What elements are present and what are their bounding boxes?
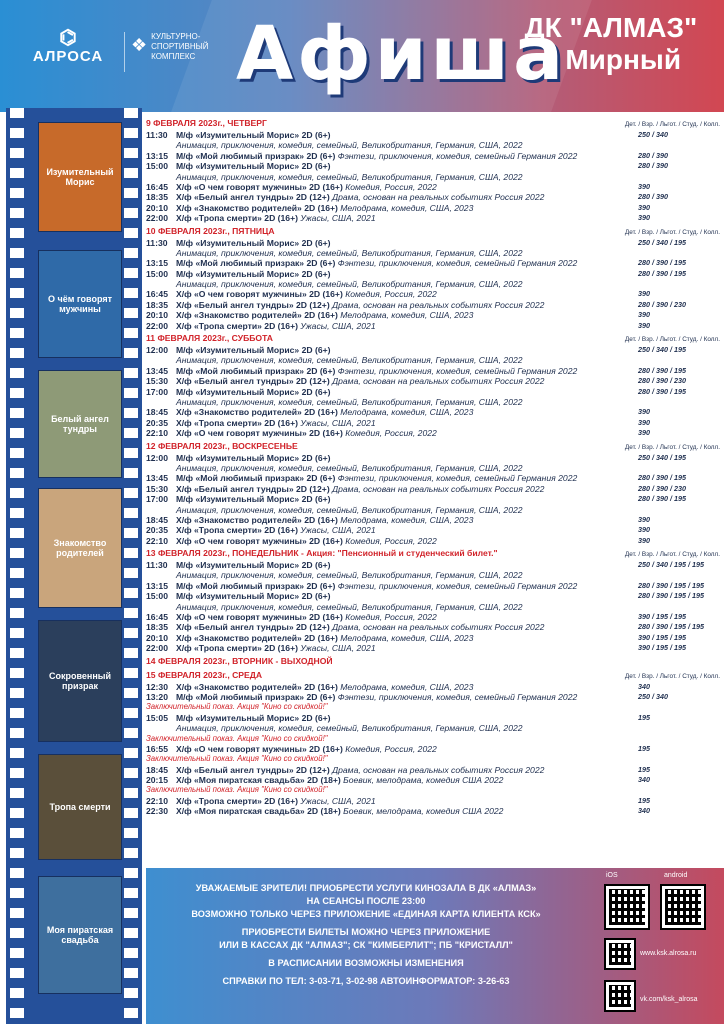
screening-time: 18:45 bbox=[146, 407, 168, 418]
screening-title: М/ф «Изумительный Морис» 2D (6+) bbox=[176, 237, 331, 248]
day-header bbox=[146, 226, 720, 238]
notice-line1: УВАЖАЕМЫЕ ЗРИТЕЛИ! ПРИОБРЕСТИ УСЛУГИ КИНОЗАЛА В ДК «АЛМАЗ» bbox=[195, 883, 537, 893]
screening-price: 280 / 390 bbox=[638, 161, 668, 171]
screening-row bbox=[146, 612, 720, 622]
screening-price: 390 bbox=[638, 525, 650, 535]
genre-line: Анимация, приключения, комедия, семейный, Великобритания, Германия, США, 2022 bbox=[176, 570, 523, 581]
ios-label: iOS bbox=[606, 872, 618, 879]
screening-title: Х/ф «Белый ангел тундры» 2D (12+) Драма, основан на реальных событиях Россия 2022 bbox=[176, 622, 545, 633]
screening-title: Х/ф «Моя пиратская свадьба» 2D (18+) Боевик, мелодрама, комедия США 2022 bbox=[176, 775, 504, 786]
screening-price: 390 bbox=[638, 514, 650, 524]
screening-time: 17:00 bbox=[146, 494, 168, 505]
screening-row bbox=[146, 192, 720, 202]
screening-title: Х/ф «Знакомство родителей» 2D (16+) Мелодрама, комедия, США, 2023 bbox=[176, 632, 474, 643]
screening-title: Х/ф «Знакомство родителей» 2D (16+) Мелодрама, комедия, США, 2023 bbox=[176, 514, 474, 525]
screening-price: 390 bbox=[638, 407, 650, 417]
screening-time: 13:15 bbox=[146, 150, 168, 161]
screening-row bbox=[146, 366, 720, 376]
screening-price: 280 / 390 / 195 bbox=[638, 258, 686, 268]
promo-note: Заключительный показ. Акция "Кино со скидкой!" bbox=[146, 754, 328, 764]
screening-time: 12:30 bbox=[146, 681, 168, 692]
screening-row bbox=[146, 151, 720, 161]
screening-row bbox=[146, 300, 720, 310]
film-strip bbox=[6, 108, 142, 1024]
info-text bbox=[146, 882, 586, 993]
screening-title: М/ф «Изумительный Морис» 2D (6+) bbox=[176, 560, 331, 571]
day-section bbox=[146, 656, 720, 668]
screening-row bbox=[146, 130, 720, 140]
screening-row bbox=[146, 682, 720, 692]
screening-time: 20:10 bbox=[146, 202, 168, 213]
screening-title: Х/ф «Тропа смерти» 2D (16+) Ужасы, США, 2021 bbox=[176, 525, 376, 536]
tickets-line2: ИЛИ В КАССАХ ДК "АЛМАЗ"; СК "КИМБЕРЛИТ"; ПБ "КРИСТАЛЛ" bbox=[219, 940, 513, 950]
schedule bbox=[146, 118, 720, 874]
screening-title: Х/ф «О чем говорят мужчины» 2D (16+) Комедия, Россия, 2022 bbox=[176, 181, 437, 192]
screening-time: 18:35 bbox=[146, 299, 168, 310]
screening-row bbox=[146, 428, 720, 438]
screening-title: Х/ф «Тропа смерти» 2D (16+) Ужасы, США, 2021 bbox=[176, 320, 376, 331]
changes-note: В РАСПИСАНИИ ВОЗМОЖНЫ ИЗМЕНЕНИЯ bbox=[268, 958, 464, 968]
genre-line: Анимация, приключения, комедия, семейный, Великобритания, Германия, США, 2022 bbox=[176, 462, 523, 473]
screening-time: 15:00 bbox=[146, 591, 168, 602]
day-title: 11 ФЕВРАЛЯ 2023г., СУББОТА bbox=[146, 333, 274, 344]
screening-title: Х/ф «О чем говорят мужчины» 2D (16+) Комедия, Россия, 2022 bbox=[176, 743, 437, 754]
screening-title: М/ф «Мой любимый призрак» 2D (6+) Фэнтези, приключения, комедия, семейный Германия 2022 bbox=[176, 258, 578, 269]
screening-row bbox=[146, 536, 720, 546]
day-section bbox=[146, 441, 720, 547]
screening-price: 280 / 390 / 195 bbox=[638, 494, 686, 504]
notice-line2: НА СЕАНСЫ ПОСЛЕ 23:00 bbox=[306, 896, 426, 906]
genre-line: Анимация, приключения, комедия, семейный, Великобритания, Германия, США, 2022 bbox=[176, 355, 523, 366]
screening-row bbox=[146, 713, 720, 723]
screening-row bbox=[146, 345, 720, 355]
price-columns-header: Дет. / Взр. / Льгот. / Студ. / Колл. bbox=[624, 672, 720, 680]
screening-row bbox=[146, 203, 720, 213]
screening-price: 280 / 390 / 230 bbox=[638, 376, 686, 386]
screening-row bbox=[146, 453, 720, 463]
screening-title: Х/ф «О чем говорят мужчины» 2D (16+) Комедия, Россия, 2022 bbox=[176, 612, 437, 623]
price-columns-header: Дет. / Взр. / Льгот. / Студ. / Колл. bbox=[624, 551, 720, 559]
screening-price: 195 bbox=[638, 712, 650, 722]
price-columns-header: Дет. / Взр. / Льгот. / Студ. / Колл. bbox=[624, 121, 720, 128]
site-link[interactable]: www.ksk.alrosa.ru bbox=[640, 950, 697, 957]
screening-row bbox=[146, 418, 720, 428]
screening-row bbox=[146, 806, 720, 816]
android-label: android bbox=[664, 872, 688, 879]
screening-time: 20:35 bbox=[146, 417, 168, 428]
screening-title: М/ф «Мой любимый призрак» 2D (6+) Фэнтези, приключения, комедия, семейный Германия 2022 bbox=[176, 580, 578, 591]
screening-row bbox=[146, 591, 720, 601]
screening-title: Х/ф «Белый ангел тундры» 2D (12+) Драма, основан на реальных событиях Россия 2022 bbox=[176, 764, 545, 775]
screening-time: 13:15 bbox=[146, 258, 168, 269]
screening-row bbox=[146, 269, 720, 279]
day-header bbox=[146, 118, 720, 130]
screening-time: 15:00 bbox=[146, 268, 168, 279]
screening-price: 280 / 390 / 195 bbox=[638, 473, 686, 483]
screening-row bbox=[146, 289, 720, 299]
screening-price: 250 / 340 / 195 bbox=[638, 452, 686, 462]
screening-price: 280 / 390 / 195 bbox=[638, 386, 686, 396]
screening-title: М/ф «Мой любимый призрак» 2D (6+) Фэнтези, приключения, комедия, семейный Германия 2022 bbox=[176, 150, 578, 161]
screening-price: 280 / 390 / 195 / 195 bbox=[638, 622, 704, 632]
screening-time: 15:30 bbox=[146, 483, 168, 494]
screening-row bbox=[146, 525, 720, 535]
day-title: 13 ФЕВРАЛЯ 2023г., ПОНЕДЕЛЬНИК - Акция: "Пенсионный и студенческий билет." bbox=[146, 548, 498, 559]
page-title: Афиша bbox=[236, 11, 568, 97]
venue-city: г. Мирный bbox=[540, 44, 682, 75]
day-header bbox=[146, 441, 720, 453]
day-section bbox=[146, 670, 720, 817]
screening-row bbox=[146, 258, 720, 268]
screening-row bbox=[146, 796, 720, 806]
screening-price: 390 bbox=[638, 202, 650, 212]
screening-title: Х/ф «Тропа смерти» 2D (16+) Ужасы, США, 2021 bbox=[176, 213, 376, 224]
screening-title: Х/ф «Тропа смерти» 2D (16+) Ужасы, США, 2021 bbox=[176, 795, 376, 806]
screening-time: 22:30 bbox=[146, 806, 168, 817]
screening-title: М/ф «Изумительный Морис» 2D (6+) bbox=[176, 386, 331, 397]
screening-title: М/ф «Изумительный Морис» 2D (6+) bbox=[176, 161, 331, 172]
genre-line: Анимация, приключения, комедия, семейный, Великобритания, Германия, США, 2022 bbox=[176, 504, 523, 515]
screening-title: Х/ф «О чем говорят мужчины» 2D (16+) Комедия, Россия, 2022 bbox=[176, 428, 437, 439]
screening-title: Х/ф «Белый ангел тундры» 2D (12+) Драма, основан на реальных событиях Россия 2022 bbox=[176, 299, 545, 310]
screening-title: М/ф «Мой любимый призрак» 2D (6+) Фэнтези, приключения, комедия, семейный Германия 2022 bbox=[176, 691, 578, 702]
screening-row bbox=[146, 407, 720, 417]
screening-row bbox=[146, 238, 720, 248]
screening-time: 22:00 bbox=[146, 213, 168, 224]
screening-price: 390 bbox=[638, 535, 650, 545]
screening-price: 195 bbox=[638, 764, 650, 774]
film-poster: Знакомство родителей bbox=[38, 488, 122, 608]
ksk-line2: СПОРТИВНЫЙ bbox=[151, 42, 209, 51]
screening-time: 18:45 bbox=[146, 514, 168, 525]
screening-time: 16:45 bbox=[146, 181, 168, 192]
film-poster: Сокровенный призрак bbox=[38, 620, 122, 742]
screening-time: 18:35 bbox=[146, 192, 168, 203]
screening-price: 390 bbox=[638, 310, 650, 320]
screening-price: 195 bbox=[638, 743, 650, 753]
screening-time: 16:45 bbox=[146, 612, 168, 623]
screening-price: 280 / 390 / 195 / 195 bbox=[638, 580, 704, 590]
screening-time: 20:10 bbox=[146, 310, 168, 321]
screening-row bbox=[146, 560, 720, 570]
screening-price: 390 bbox=[638, 428, 650, 438]
screening-time: 12:00 bbox=[146, 345, 168, 356]
screening-title: Х/ф «Знакомство родителей» 2D (16+) Мелодрама, комедия, США, 2023 bbox=[176, 202, 474, 213]
day-header bbox=[146, 670, 720, 682]
venue-name: ДК "АЛМАЗ" bbox=[524, 12, 698, 43]
screening-price: 280 / 390 / 230 bbox=[638, 299, 686, 309]
screening-price: 280 / 390 bbox=[638, 150, 668, 160]
day-section bbox=[146, 548, 720, 654]
android-qr-code[interactable] bbox=[662, 886, 704, 928]
tickets-block bbox=[146, 926, 586, 952]
screening-time: 15:05 bbox=[146, 712, 168, 723]
genre-line: Анимация, приключения, комедия, семейный, Великобритания, Германия, США, 2022 bbox=[176, 171, 523, 182]
vk-link[interactable]: vk.com/ksk_alrosa bbox=[640, 996, 698, 1003]
screening-title: Х/ф «О чем говорят мужчины» 2D (16+) Комедия, Россия, 2022 bbox=[176, 289, 437, 300]
screening-time: 22:10 bbox=[146, 535, 168, 546]
screening-row bbox=[146, 161, 720, 171]
screening-row bbox=[146, 310, 720, 320]
day-section bbox=[146, 118, 720, 224]
ksk-line3: КОМПЛЕКС bbox=[151, 52, 196, 61]
alrosa-logo bbox=[22, 28, 114, 72]
promo-note: Заключительный показ. Акция "Кино со скидкой!" bbox=[146, 702, 328, 712]
screening-price: 250 / 340 / 195 bbox=[638, 345, 686, 355]
screening-time: 20:10 bbox=[146, 632, 168, 643]
film-poster: Моя пиратская свадьба bbox=[38, 876, 122, 994]
screening-time: 20:35 bbox=[146, 525, 168, 536]
screening-row bbox=[146, 622, 720, 632]
film-holes-right bbox=[124, 108, 138, 1024]
venue-title bbox=[508, 12, 714, 76]
screening-time: 12:00 bbox=[146, 452, 168, 463]
screening-price: 250 / 340 / 195 / 195 bbox=[638, 560, 704, 570]
screening-price: 280 / 390 / 195 bbox=[638, 365, 686, 375]
screening-price: 340 bbox=[638, 775, 650, 785]
film-poster: О чём говорят мужчины bbox=[38, 250, 122, 358]
genre-line: Анимация, приключения, комедия, семейный, Великобритания, Германия, США, 2022 bbox=[176, 396, 523, 407]
screening-row bbox=[146, 494, 720, 504]
ios-qr-code[interactable] bbox=[606, 886, 648, 928]
screening-title: Х/ф «О чем говорят мужчины» 2D (16+) Комедия, Россия, 2022 bbox=[176, 535, 437, 546]
screening-time: 11:30 bbox=[146, 237, 168, 248]
screening-price: 250 / 340 bbox=[638, 691, 668, 701]
screening-row bbox=[146, 633, 720, 643]
screening-price: 250 / 340 bbox=[638, 130, 668, 139]
screening-title: Х/ф «Белый ангел тундры» 2D (12+) Драма, основан на реальных событиях Россия 2022 bbox=[176, 376, 545, 387]
screening-time: 22:00 bbox=[146, 320, 168, 331]
day-header bbox=[146, 333, 720, 345]
screening-price: 390 / 195 / 195 bbox=[638, 612, 686, 622]
screening-time: 15:00 bbox=[146, 161, 168, 172]
screening-title: М/ф «Изумительный Морис» 2D (6+) bbox=[176, 130, 331, 140]
screening-time: 22:10 bbox=[146, 428, 168, 439]
screening-title: М/ф «Изумительный Морис» 2D (6+) bbox=[176, 345, 331, 356]
tickets-line1: ПРИОБРЕСТИ БИЛЕТЫ МОЖНО ЧЕРЕЗ ПРИЛОЖЕНИЕ bbox=[241, 927, 491, 937]
screening-price: 390 bbox=[638, 181, 650, 191]
price-columns-header: Дет. / Взр. / Льгот. / Студ. / Колл. bbox=[624, 336, 720, 344]
screening-time: 11:30 bbox=[146, 560, 168, 571]
genre-line: Анимация, приключения, комедия, семейный, Великобритания, Германия, США, 2022 bbox=[176, 140, 523, 151]
screening-time: 13:15 bbox=[146, 580, 168, 591]
screening-row bbox=[146, 484, 720, 494]
screening-time: 13:20 bbox=[146, 691, 168, 702]
screening-price: 250 / 340 / 195 bbox=[638, 237, 686, 247]
screening-time: 22:10 bbox=[146, 795, 168, 806]
day-title: 10 ФЕВРАЛЯ 2023г., ПЯТНИЦА bbox=[146, 225, 275, 236]
screening-time: 13:45 bbox=[146, 365, 168, 376]
screening-price: 280 / 390 bbox=[638, 192, 668, 202]
screening-time: 22:00 bbox=[146, 643, 168, 654]
screening-title: Х/ф «Знакомство родителей» 2D (16+) Мелодрама, комедия, США, 2023 bbox=[176, 407, 474, 418]
film-poster: Изумительный Морис bbox=[38, 122, 122, 232]
day-title: 12 ФЕВРАЛЯ 2023г., ВОСКРЕСЕНЬЕ bbox=[146, 440, 298, 451]
screening-row bbox=[146, 182, 720, 192]
vk-qr-code[interactable] bbox=[606, 982, 634, 1010]
day-title: 14 ФЕВРАЛЯ 2023г., ВТОРНИК - ВЫХОДНОЙ bbox=[146, 655, 333, 666]
screening-title: М/ф «Мой любимый призрак» 2D (6+) Фэнтези, приключения, комедия, семейный Германия 2022 bbox=[176, 473, 578, 484]
screening-time: 17:00 bbox=[146, 386, 168, 397]
notice-block bbox=[146, 882, 586, 921]
genre-line: Анимация, приключения, комедия, семейный, Великобритания, Германия, США, 2022 bbox=[176, 723, 523, 734]
phones-line: СПРАВКИ ПО ТЕЛ: 3-03-71, 3-02-98 АВТОИНФОРМАТОР: 3-26-63 bbox=[222, 976, 510, 986]
ksk-icon: ❖ bbox=[131, 35, 148, 55]
screening-title: М/ф «Изумительный Морис» 2D (6+) bbox=[176, 268, 331, 279]
screening-row bbox=[146, 387, 720, 397]
screening-row bbox=[146, 213, 720, 223]
screening-row bbox=[146, 321, 720, 331]
day-title: 9 ФЕВРАЛЯ 2023г., ЧЕТВЕРГ bbox=[146, 118, 267, 128]
screening-price: 340 bbox=[638, 681, 650, 691]
screening-title: Х/ф «Тропа смерти» 2D (16+) Ужасы, США, 2021 bbox=[176, 417, 376, 428]
promo-note: Заключительный показ. Акция "Кино со скидкой!" bbox=[146, 733, 328, 743]
promo-note: Заключительный показ. Акция "Кино со скидкой!" bbox=[146, 785, 328, 795]
screening-title: М/ф «Изумительный Морис» 2D (6+) bbox=[176, 494, 331, 505]
screening-price: 390 / 195 / 195 bbox=[638, 643, 686, 653]
screening-time: 16:55 bbox=[146, 743, 168, 754]
film-holes-left bbox=[10, 108, 24, 1024]
ksk-line1: КУЛЬТУРНО- bbox=[151, 32, 201, 41]
day-title: 15 ФЕВРАЛЯ 2023г., СРЕДА bbox=[146, 669, 263, 680]
screening-price: 390 bbox=[638, 289, 650, 299]
screening-row bbox=[146, 765, 720, 775]
screening-title: Х/ф «Знакомство родителей» 2D (16+) Мелодрама, комедия, США, 2023 bbox=[176, 681, 474, 692]
screening-row bbox=[146, 581, 720, 591]
screening-price: 390 / 195 / 195 bbox=[638, 632, 686, 642]
screening-price: 280 / 390 / 195 / 195 bbox=[638, 591, 704, 601]
screening-price: 390 bbox=[638, 417, 650, 427]
screening-row bbox=[146, 775, 720, 785]
alrosa-mark-icon: ⌬ bbox=[59, 27, 77, 49]
header-banner bbox=[0, 0, 724, 112]
screening-price: 390 bbox=[638, 213, 650, 223]
screening-row bbox=[146, 744, 720, 754]
screening-time: 15:30 bbox=[146, 376, 168, 387]
screening-row bbox=[146, 473, 720, 483]
price-columns-header: Дет. / Взр. / Льгот. / Студ. / Колл. bbox=[624, 228, 720, 236]
screening-time: 18:45 bbox=[146, 764, 168, 775]
price-columns-header: Дет. / Взр. / Льгот. / Студ. / Колл. bbox=[624, 443, 720, 451]
genre-line: Анимация, приключения, комедия, семейный, Великобритания, Германия, США, 2022 bbox=[176, 279, 523, 290]
alrosa-logo-text: АЛРОСА bbox=[32, 48, 104, 65]
screening-title: Х/ф «Белый ангел тундры» 2D (12+) Драма, основан на реальных событиях Россия 2022 bbox=[176, 192, 545, 203]
screening-time: 20:15 bbox=[146, 775, 168, 786]
film-poster: Тропа смерти bbox=[38, 754, 122, 860]
day-header bbox=[146, 656, 720, 668]
screening-title: Х/ф «Тропа смерти» 2D (16+) Ужасы, США, 2021 bbox=[176, 643, 376, 654]
screening-title: Х/ф «Знакомство родителей» 2D (16+) Мелодрама, комедия, США, 2023 bbox=[176, 310, 474, 321]
screening-time: 16:45 bbox=[146, 289, 168, 300]
screening-price: 195 bbox=[638, 795, 650, 805]
genre-line: Анимация, приключения, комедия, семейный, Великобритания, Германия, США, 2022 bbox=[176, 247, 523, 258]
screening-row bbox=[146, 376, 720, 386]
day-section bbox=[146, 226, 720, 332]
screening-price: 340 bbox=[638, 806, 650, 816]
screening-price: 280 / 390 / 195 bbox=[638, 268, 686, 278]
screening-title: М/ф «Изумительный Морис» 2D (6+) bbox=[176, 452, 331, 463]
day-header bbox=[146, 548, 720, 560]
screening-time: 11:30 bbox=[146, 130, 168, 140]
genre-line: Анимация, приключения, комедия, семейный, Великобритания, Германия, США, 2022 bbox=[176, 601, 523, 612]
screening-title: Х/ф «Моя пиратская свадьба» 2D (18+) Боевик, мелодрама, комедия США 2022 bbox=[176, 806, 504, 817]
day-section bbox=[146, 333, 720, 439]
screening-title: М/ф «Мой любимый призрак» 2D (6+) Фэнтези, приключения, комедия, семейный Германия 2022 bbox=[176, 365, 578, 376]
site-qr-code[interactable] bbox=[606, 940, 634, 968]
ksk-logo bbox=[124, 32, 220, 72]
screening-time: 18:35 bbox=[146, 622, 168, 633]
screening-title: М/ф «Изумительный Морис» 2D (6+) bbox=[176, 591, 331, 602]
notice-line3: ВОЗМОЖНО ТОЛЬКО ЧЕРЕЗ ПРИЛОЖЕНИЕ «ЕДИНАЯ КАРТА КЛИЕНТА КСК» bbox=[191, 909, 541, 919]
screening-title: М/ф «Изумительный Морис» 2D (6+) bbox=[176, 712, 331, 723]
screening-title: Х/ф «Белый ангел тундры» 2D (12+) Драма, основан на реальных событиях Россия 2022 bbox=[176, 483, 545, 494]
screening-price: 390 bbox=[638, 320, 650, 330]
film-poster: Белый ангел тундры bbox=[38, 370, 122, 478]
screening-row bbox=[146, 692, 720, 702]
screening-row bbox=[146, 643, 720, 653]
screening-price: 280 / 390 / 230 bbox=[638, 483, 686, 493]
screening-row bbox=[146, 515, 720, 525]
screening-time: 13:45 bbox=[146, 473, 168, 484]
info-footer bbox=[146, 868, 724, 1024]
